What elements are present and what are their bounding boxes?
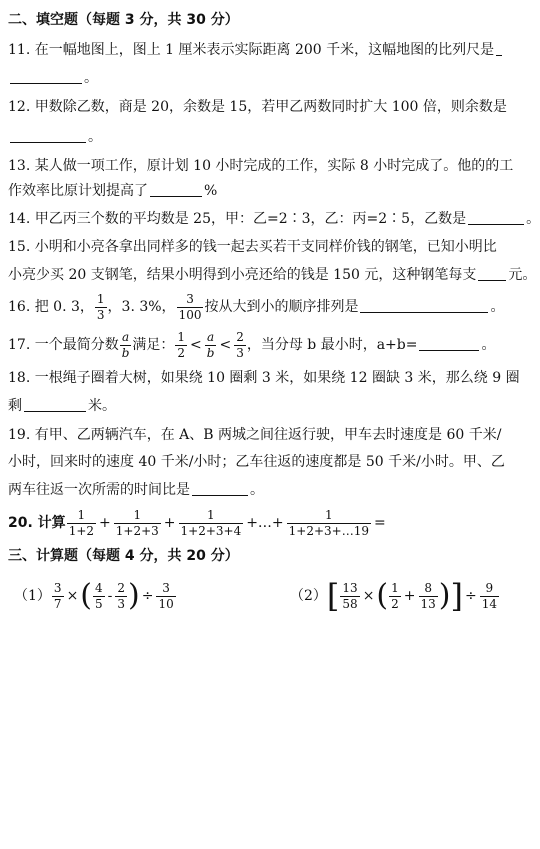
problem-1-label: （1） [14,588,51,604]
question-13-text-2: 作效率比原计划提高了 [8,183,148,199]
question-14-text: 14. 甲乙丙三个数的平均数是 25，甲：乙=2∶3，乙：丙=2∶5，乙数是 [8,211,467,227]
calc-problem-2 [290,576,500,616]
question-15-answer-blank[interactable] [478,266,506,281]
times-sign: × [362,588,375,604]
fraction-denominator: 58 [342,596,358,611]
fraction-denominator: 1+2 [68,523,95,538]
p2-fraction-b [389,582,401,611]
fraction-numerator: a [121,329,130,344]
fraction-denominator: 100 [178,307,202,322]
q20-term-last [287,509,371,538]
q20-term-3 [179,509,244,538]
fraction-denominator: 3 [117,596,126,611]
fraction-numerator: 8 [424,580,432,595]
fraction-denominator: 1+2+3+4 [180,523,242,538]
fraction-numerator: 1 [77,507,86,522]
fraction-numerator: 2 [236,329,244,344]
fraction-numerator: 1 [391,580,399,595]
question-14-end: 。 [526,211,540,227]
fraction-numerator: 1 [96,291,105,306]
question-16-answer-blank[interactable] [360,298,488,313]
right-paren: ) [128,578,140,613]
left-bracket: [ [326,577,340,615]
right-paren: ) [438,578,451,613]
ellipsis-sign: +…+ [246,515,284,531]
less-than-sign: < [219,337,232,353]
section-heading-fill-in: 二、填空题（每题 3 分，共 30 分） [8,12,239,28]
fraction-numerator: 9 [485,580,494,595]
question-18-text: 18. 一根绳子圈着大树，如果绕 10 圈剩 3 米，如果绕 12 圈缺 3 米，那么绕 9 圈 [8,370,520,386]
times-sign: × [66,588,79,604]
question-17-satisfy: 满足： [132,337,175,353]
fraction-numerator: 3 [53,580,62,595]
left-paren: ( [376,578,389,613]
fraction-one-half [175,331,187,360]
p2-fraction-a [340,582,359,611]
question-19-cont [8,452,515,472]
question-19 [8,425,515,445]
p2-fraction-c [419,582,438,611]
question-13-answer-blank[interactable] [150,182,202,197]
question-14-answer-blank[interactable] [468,210,524,225]
question-18-answer-blank[interactable] [24,397,86,412]
question-19-cont-2 [8,480,515,500]
q20-term-1 [67,509,96,538]
p1-fraction-a [52,582,64,611]
fraction-denominator: 3 [96,307,105,322]
fraction-numerator: 1 [177,329,186,344]
fraction-denominator: 3 [236,345,244,360]
question-13-cont [8,181,515,201]
fraction-denominator: 1+2+3+…19 [288,523,370,538]
plus-sign: + [163,515,176,531]
question-17-prefix: 17. 一个最简分数 [8,337,119,353]
question-15-text-2: 小亮少买 20 支钢笔，结果小明得到小亮还给的钱是 150 元，这种钢笔每支 [8,267,477,283]
question-16-mid: ，3. 3%， [107,299,176,315]
equals-sign: = [374,515,386,531]
right-bracket: ] [450,577,463,615]
fraction-denominator: b [121,345,130,360]
question-19-text-2: 小时，回来时的速度 40 千米/小时；乙车往返的速度都是 50 千米/小时。甲、乙 [8,454,505,470]
fraction-numerator: a [207,329,215,344]
question-15-end: 元。 [508,267,537,283]
section-heading-calculation: 三、计算题（每题 4 分，共 20 分） [8,548,239,564]
question-15-text: 15. 小明和小亮各拿出同样多的钱一起去买若干支同样价钱的钢笔，已知小明比 [8,239,497,255]
question-12-text: 12. 甲数除乙数，商是 20，余数是 15，若甲乙两数同时扩大 100 倍，则余数是 [8,99,507,115]
fraction-numerator: 1 [133,507,142,522]
question-16-end: 。 [490,299,505,315]
fraction-denominator: 14 [481,596,498,611]
fraction-numerator: 1 [207,507,215,522]
question-11 [8,40,515,60]
question-16 [8,292,515,322]
fraction-denominator: 1+2+3 [115,523,159,538]
question-20-label: 20. 计算 [8,515,66,531]
question-16-suffix: 按从大到小的顺序排列是 [204,299,359,315]
question-12-cont [8,127,515,147]
fraction-numerator: 3 [186,291,194,306]
fraction-numerator: 3 [162,580,170,595]
question-19-answer-blank[interactable] [192,481,248,496]
question-11-end: 。 [84,70,98,86]
question-17-answer-blank[interactable] [419,336,479,351]
fraction-two-thirds [234,331,246,360]
fraction-denominator: b [206,345,215,360]
fraction-one-third [95,293,107,322]
question-15-cont [8,265,537,285]
question-15 [8,237,515,257]
question-11-answer-blank[interactable] [10,69,82,84]
question-13-text: 13. 某人做一项工作，原计划 10 小时完成的工作，实际 8 小时完成了。他的的工 [8,158,514,174]
minus-sign: - [107,588,113,604]
fraction-denominator: 10 [158,596,174,611]
fraction-three-hundredths [177,293,204,322]
question-12-end: 。 [88,129,102,145]
p2-fraction-d [480,582,499,611]
question-18-unit: 米。 [88,398,116,414]
fraction-a-over-b-2 [205,331,217,360]
question-16-prefix: 16. 把 0. 3， [8,299,94,315]
question-11-blank-start [496,41,502,56]
divide-sign: ÷ [465,588,477,604]
p1-fraction-b [93,582,105,611]
calc-problem-1 [14,576,177,616]
less-than-sign: < [190,337,202,353]
fraction-a-over-b [120,331,132,360]
question-18 [8,368,520,388]
problem-2-label: （2） [290,588,327,604]
question-19-text-3: 两车往返一次所需的时间比是 [8,482,190,498]
question-18-text-2: 剩 [8,398,22,414]
fraction-numerator: 2 [117,580,126,595]
question-17-end: 。 [481,337,496,353]
fraction-denominator: 7 [53,596,62,611]
question-20 [8,506,515,540]
p1-fraction-c [115,582,127,611]
question-12 [8,97,515,117]
question-11-cont [8,68,515,88]
plus-sign: + [99,515,111,531]
fraction-numerator: 4 [95,580,103,595]
question-12-answer-blank[interactable] [10,128,86,143]
question-13-unit: % [204,183,218,199]
left-paren: ( [80,578,93,613]
question-11-text: 11. 在一幅地图上，图上 1 厘米表示实际距离 200 千米，这幅地图的比列尺是 [8,42,495,58]
fraction-numerator: 13 [342,580,358,595]
p1-fraction-d [156,582,175,611]
question-17 [8,330,515,360]
question-19-end: 。 [250,482,264,498]
fraction-denominator: 2 [391,596,399,611]
question-13 [8,156,515,176]
fraction-denominator: 2 [177,345,186,360]
divide-sign: ÷ [141,588,154,604]
question-14 [8,209,540,229]
plus-sign: + [403,588,416,604]
fraction-denominator: 5 [95,596,103,611]
question-18-cont [8,396,515,416]
fraction-denominator: 13 [420,596,436,611]
question-19-text: 19. 有甲、乙两辆汽车，在 A、B 两城之间往返行驶，甲车去时速度是 60 千米/ [8,427,502,443]
q20-term-2 [114,509,161,538]
question-17-suffix: ，当分母 b 最小时，a+b= [246,337,418,353]
fraction-numerator: 1 [325,507,333,522]
